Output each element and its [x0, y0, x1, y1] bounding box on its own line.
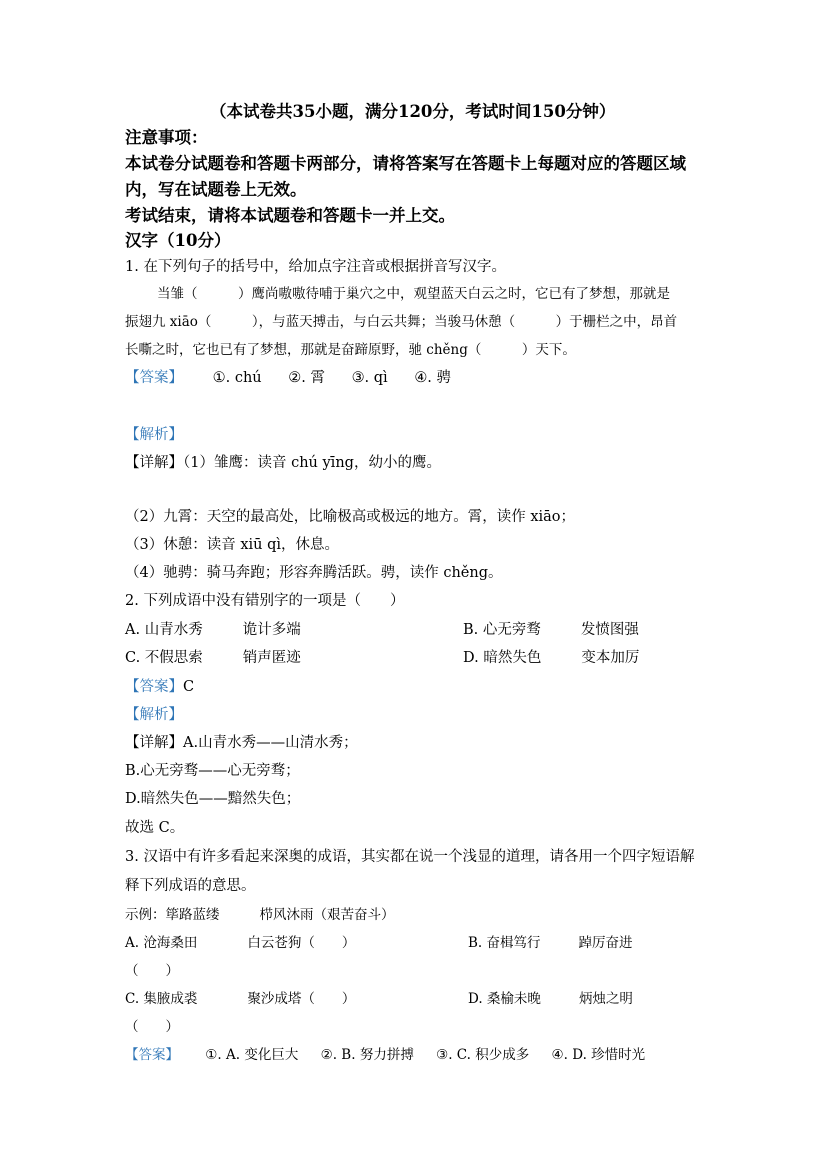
detail-line: 故选 C。: [125, 820, 185, 836]
detail-line: B.心无旁骛——心无旁骛；: [125, 763, 300, 779]
detail-line: 【详解】（1）雏鹰：读音 chú yīng，幼小的鹰。: [125, 455, 441, 471]
q3-option-d: D. 桑榆未晚 炳烛之明: [468, 991, 633, 1007]
analysis-tag: 【解析】: [125, 427, 183, 443]
answer-tag: 【答案】: [125, 370, 183, 386]
detail-line: （3）休憩：读音 xiū qì，休息。: [125, 537, 340, 553]
detail-tag: 【详解】: [125, 455, 183, 471]
q2-answer-line: [125, 677, 194, 697]
q1-passage: 振翅九 xiāo（ ），与蓝天搏击，与白云共舞；当骏马休憩（ ）于栅栏之中，昂首: [125, 314, 678, 330]
q3-option-c: C. 集腋成裘 聚沙成塔（ ）: [125, 991, 356, 1007]
notice-title: 注意事项：: [125, 128, 208, 147]
q3-answer-line: [125, 1045, 645, 1065]
detail-tag: 【详解】: [125, 735, 183, 751]
answer-item: ②. 霄: [288, 370, 325, 386]
q3-stem: 3. 汉语中有许多看起来深奥的成语，其实都在说一个浅显的道理，请各用一个四字短语解: [125, 849, 695, 865]
q3-option-a: A. 沧海桑田 白云苍狗（ ）: [125, 935, 356, 951]
q2-option-c: C. 不假思索 销声匿迹: [125, 650, 301, 666]
q3-stem: 释下列成语的意思。: [125, 878, 256, 894]
notice-line: 内，写在试题卷上无效。: [125, 180, 307, 199]
answer-item: ③. C. 积少成多: [436, 1047, 530, 1063]
detail-line: D.暗然失色——黯然失色；: [125, 791, 301, 807]
q1-passage: 当雏（ ）鹰尚嗷嗷待哺于巢穴之中，观望蓝天白云之时，它已有了梦想，那就是: [157, 286, 670, 302]
answer-tag: 【答案】: [125, 1047, 179, 1063]
q3-option-b: B. 奋楫笃行 踔厉奋进: [468, 935, 633, 951]
notice-line: 考试结束，请将本试题卷和答题卡一并上交。: [125, 206, 455, 225]
analysis-tag: 【解析】: [125, 707, 183, 723]
q2-stem: 2. 下列成语中没有错别字的一项是（ ）: [125, 593, 405, 609]
notice-line: 本试卷分试题卷和答题卡两部分，请将答案写在答题卡上每题对应的答题区域: [125, 154, 686, 173]
q3-blank: （ ）: [125, 1019, 179, 1035]
detail-line: （4）驰骋：骑马奔跑；形容奔腾活跃。骋，读作 chěng。: [125, 565, 503, 581]
answer-item: ④. 骋: [414, 370, 452, 386]
answer-item: ②. B. 努力拼搏: [320, 1047, 414, 1063]
section-title: 汉字（10分）: [125, 231, 231, 250]
answer-tag: 【答案】: [125, 679, 183, 695]
q2-option-d: D. 暗然失色 变本加厉: [463, 650, 640, 666]
answer-item: ①. chú: [212, 370, 262, 386]
q1-answer-line: [125, 368, 451, 388]
answer-item: ④. D. 珍惜时光: [551, 1047, 646, 1063]
q3-example: 示例：筚路蓝缕 栉风沐雨（艰苦奋斗）: [125, 907, 395, 923]
q3-blank: （ ）: [125, 963, 179, 979]
q1-passage: 长嘶之时，它也已有了梦想，那就是奋蹄原野，驰 chěng（ ）天下。: [125, 342, 576, 358]
answer-item: ③. qì: [351, 370, 388, 386]
q2-option-a: A. 山青水秀 诡计多端: [125, 622, 301, 638]
detail-line: 【详解】A.山青水秀——山清水秀；: [125, 735, 358, 751]
q2-option-b: B. 心无旁骛 发愤图强: [463, 622, 639, 638]
exam-header: （本试卷共35小题，满分120分，考试时间150分钟）: [210, 102, 616, 121]
answer-item: ①. A. 变化巨大: [205, 1047, 299, 1063]
answer-item: C: [183, 679, 195, 695]
q1-stem: 1. 在下列句子的括号中，给加点字注音或根据拼音写汉字。: [125, 259, 506, 275]
detail-line: （2）九霄：天空的最高处，比喻极高或极远的地方。霄，读作 xiāo；: [125, 509, 576, 525]
